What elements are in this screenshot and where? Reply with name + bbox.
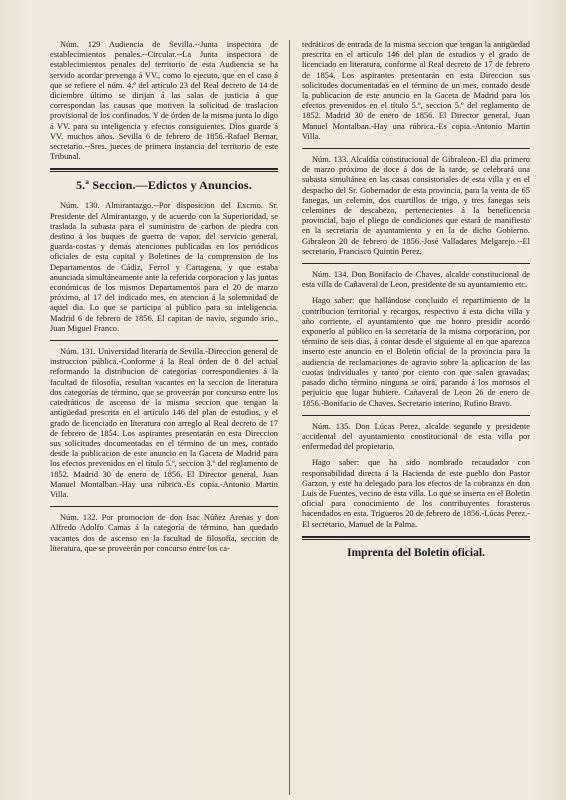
notice-divider bbox=[302, 148, 530, 149]
notice-divider bbox=[50, 340, 278, 341]
notice-heading-text: Don Lúcas Perez, alcalde segundo y presidente accidental del ayuntamiento constitucional de esta villa por enfermedad del propietario. bbox=[302, 421, 530, 452]
notice-number: Núm. 131. bbox=[60, 347, 96, 357]
notice-divider bbox=[302, 263, 530, 264]
notice-number: Núm. 130. bbox=[60, 201, 100, 211]
printer-imprint: Imprenta del Boletin oficial. bbox=[347, 546, 485, 559]
notice-heading-text: Don Bonifacio de Chaves, alcalde constitucional de esta villa de Cañaveral de Leon, presidente de su ayuntamiento etc. bbox=[302, 270, 530, 290]
notice-divider bbox=[302, 415, 530, 416]
notice-number: Núm. 135. bbox=[312, 421, 351, 431]
notice-number: Núm. 133. bbox=[312, 155, 349, 165]
section-heading: 5.ª Seccion.—Edictos y Anuncios. bbox=[75, 178, 253, 193]
imprint-rule-light bbox=[302, 539, 530, 540]
notice-134-body: Hago saber: que hallándose concluido el repartimiento de la contribucion territorial y recargos, respectivo á esta dicha villa y año corriente, el ayuntamiento que me honro presidir acordó exponerlo al público en la secretaría de la misma corporacion, por término de seis dias, á contar desde el siguiente al en que aparezca inserto este anuncio en el Boletin oficial de la provincia para la audiencia de reclamaciones de agravio sobre la aplicacion de las cuotas individuales y tanto por ciento con que salen gravadas; pasado dicho término ninguna se oirá, parando á los morosos el perjuicio que lugar hubiere. Cañaveral de Leon 26 de enero de 1856.-Bonifacio de Chaves. Secretario interino, Rufino Bravo. bbox=[302, 296, 530, 408]
notice-132 bbox=[50, 513, 278, 554]
notice-133 bbox=[302, 155, 530, 257]
notice-135-body: Hago saber: que ha sido nombrado recaudador con responsabilidad directa á la Hacienda de este pueblo don Pastor Garzon, y este ha delegado para los efectos de la cobranza en don Luis de Fuentes, vecino de esta villa. Lo que se inserta en el Boletin oficial para conocimiento de los contribuyentes forasteros hacendados en esta. Trigueros 20 de febrero de 1856.-Lúcas Perez.-El secretario, Manuel de la Palma. bbox=[302, 458, 530, 529]
notice-135 bbox=[302, 422, 530, 453]
notice-131 bbox=[50, 347, 278, 500]
notice-number: Núm. 129 bbox=[60, 40, 101, 49]
notice-134 bbox=[302, 270, 530, 290]
left-column bbox=[50, 40, 278, 795]
notice-130 bbox=[50, 201, 278, 334]
column-divider bbox=[289, 40, 290, 795]
notice-129 bbox=[50, 40, 278, 162]
notice-body: Universidad literaria de Sevilla.-Direccion general de instruccion pública.-Conforme á la Real órden de 8 del actual reformando la distribucion de categorías correspondientes á la facultad de filosofía, resultan vacantes en la seccion de literatura dos categorías de término, que se proveerán por concurso entre los catedráticos de ascenso de la misma seccion que tengan la antigüedad prescrita en el artículo 146 del plan de estudios, y el grado de licenciado en literatura con arreglo al Real decreto de 17 de febrero de 1854. Los aspirantes presentarán en esta Direccion sus solicitudes documentadas en el término de un mes, contado desde la publicacion de este anuncio en la Gaceta de Madrid para los efectos prevenidos en el título 5.º, seccion 3.º del reglamento de 1852. Madrid 30 de enero de 1856. El Director general, Juan Manuel Montalban.-Hay una rúbrica.-Es copia.-Antonio Martin Villa. bbox=[50, 347, 278, 499]
section-rule-light bbox=[50, 171, 278, 172]
notice-number: Núm. 134. bbox=[312, 270, 349, 280]
notice-body: Audiencia de Sevilla.--Junta inspectora de establecimientos penales.--Circular.--La Junta inspectora de establecimientos penales del territorio de esta Audiencia se ha servido acordar prevenga á VV., como lo ejecuto, que en el caso á que se refiere el núm. 4.º del artículo 23 del Real decreto de 14 de diciembre último se dirijan á las salas de justicia á que correspondan las causas que motiven la solicitud de traslacion provisional de los confinados. Y de órden de la misma junta lo digo á VV. para su inteligencia y efectos consiguientes. Dios guarde á VV. muchos años. Sevilla 6 de febrero de 1856.-Rafael Bernar, secretario.--Sres. jueces de primera instancia del territorio de este Tribunal. bbox=[50, 40, 278, 162]
notice-body: Alcaldía constitucional de Gibraleon.-El dia primero de marzo próximo de doce á dos de la tarde, se celebrará una subasta simultánea en las casas consistoriales de esta villa y en el despacho del Sr. Gobernador de esta provincia, para la venta de 65 fanegas, un celemin, dos cuartillos de trigo, y tres fanegas seis celemines de descabezo, pertenecientes á la beneficencia provincial, bajo el pliego de condiciones que estará de manifiesto en la secretaría de ayuntamiento y en la de dicho Gobierno. Gibraleon 20 de febrero de 1856.-José Valladares Melgarejo.--El secretario, Francisco Quintin Perez. bbox=[302, 155, 530, 256]
notice-body: Almirantazgo.--Por disposicion del Excmo. Sr. Presidente del Almirantazgo, y de acuerdo con la Superioridad, se traslada la subasta para el suministro de carbon de piedra con destino á los buques de guerra de vapor, del servicio general, guarda-costas y demas atenciones publicadas en los periódicos oficiales de esta capital y Boletines de la comprension de los Departamentos de Cádiz, Ferrol y Cartagena, y que estaba anunciada simultáneamente ante la referida corporacion y las juntas económicas de los mismos Departamentos para el 20 de marzo próximo, al 17 del indicado mes, en atencion á la solemnidad de aquel dia. Lo que se participa al público para su inteligencia. Madrid 6 de febrero de 1856. El capitan de navio, segundo srio., Juan Miguel Franco. bbox=[50, 201, 278, 333]
notice-body: Por promocion de don Isac Núñez Arenas y don Alfredo Adolfo Camas á la categoría de término, han quedado vacantes dos de ascenso en la facultad de filosofía, seccion de literatura, que se proveerán por concurso entre los ca- bbox=[50, 513, 278, 553]
right-column bbox=[302, 40, 530, 795]
section-rule-heavy bbox=[50, 168, 278, 170]
imprint-rule-heavy bbox=[302, 536, 530, 538]
notice-132-continuation: tedráticos de entrada de la misma seccion que tengan la antigüedad prescrita en el artículo 146 del plan de estudios y el grado de licenciado en literatura, conforme al Real decreto de 17 de febrero de 1854. Los aspirantes presentarán en esta Direccion sus solicitudes documentadas en el término de un mes, contado desde la publicacion de este anuncio en la Gaceta de Madrid para los efectos prevenidos en el título 5.º, seccion 5.º del reglamento de 1852. Madrid 30 de enero de 1856. El Director general, Juan Manuel Montalban.-Hay una rúbrica.-Es copia.-Antonio Martin Villa. bbox=[302, 40, 530, 141]
notice-number: Núm. 132. bbox=[60, 513, 98, 523]
notice-divider bbox=[50, 506, 278, 507]
